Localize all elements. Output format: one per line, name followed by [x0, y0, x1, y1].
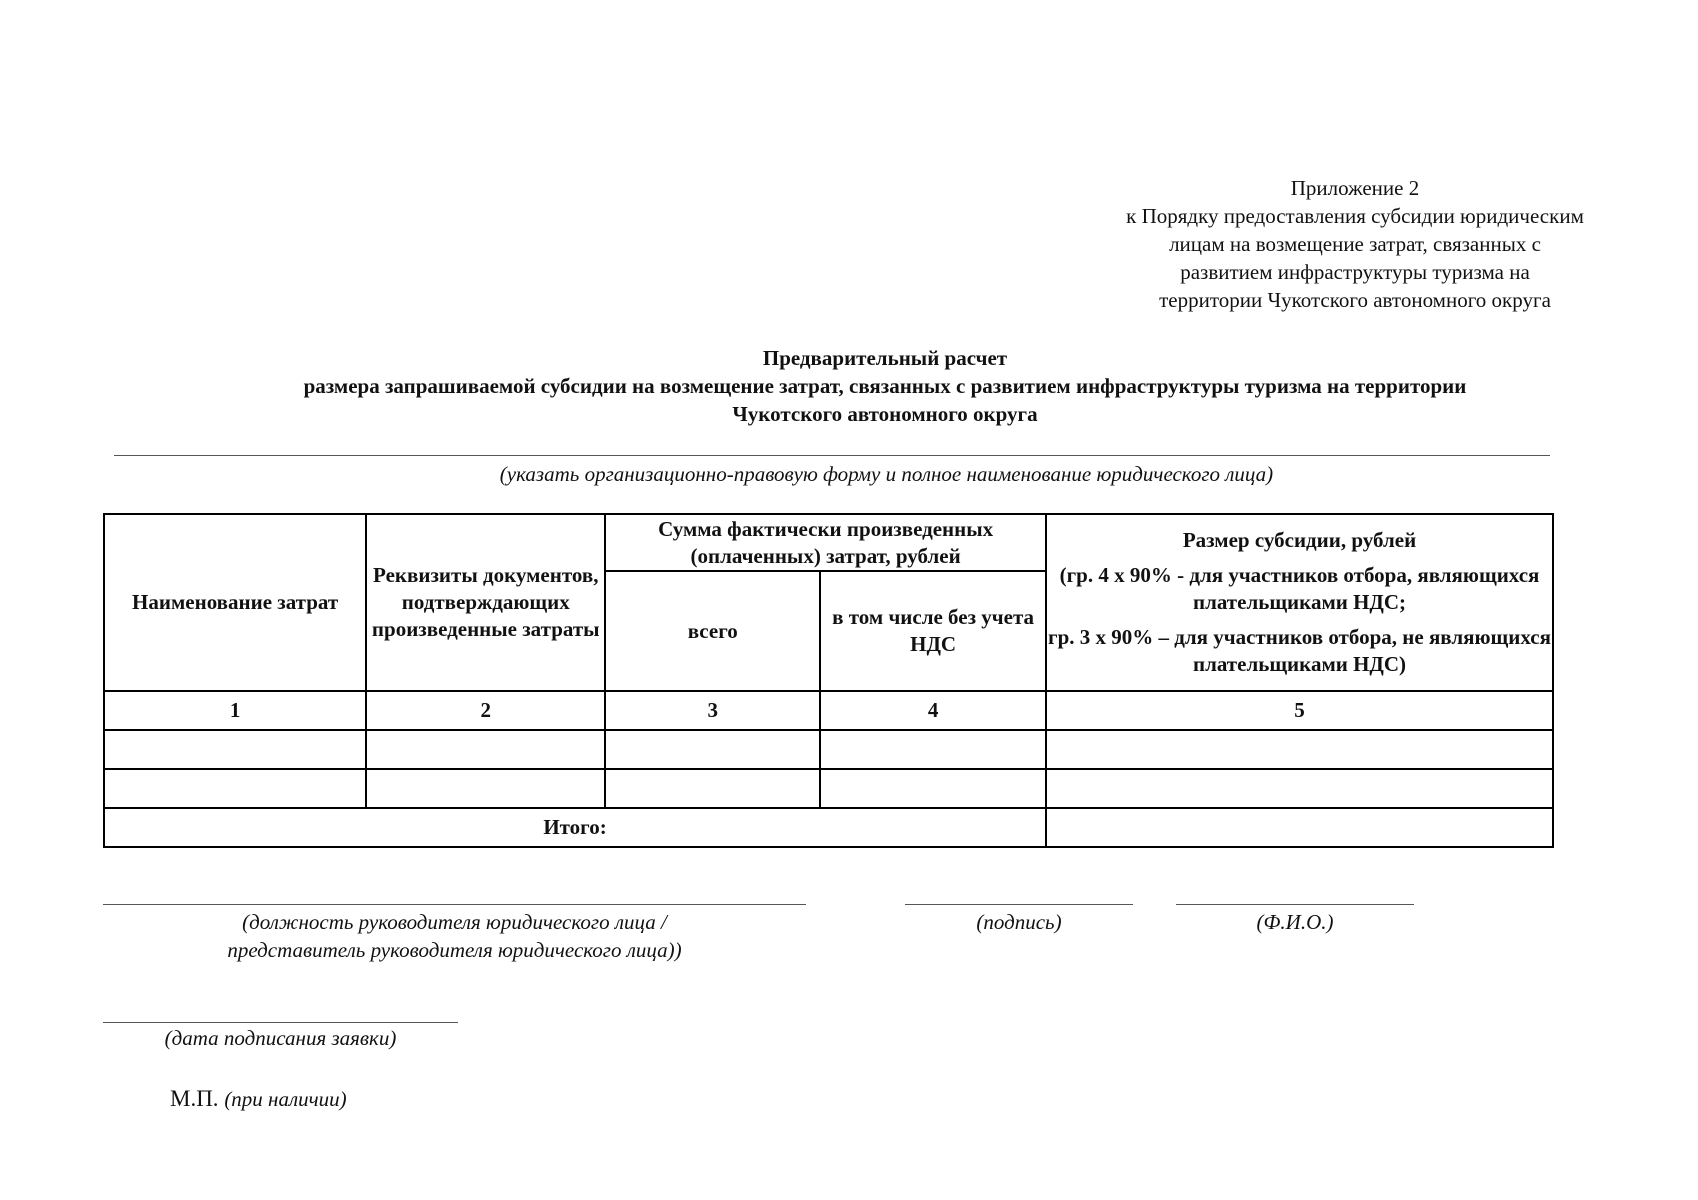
header-subsidy-amount [1046, 514, 1553, 691]
signature-caption: (подпись) [976, 910, 1062, 934]
column-number: 3 [605, 691, 820, 730]
column-numbers-row [104, 691, 1553, 730]
table-cell[interactable] [1046, 730, 1553, 769]
position-field[interactable] [103, 904, 806, 905]
header-document-details: Реквизиты документов, подтверждающих произведенные затраты [366, 514, 605, 691]
date-caption: (дата подписания заявки) [164, 1026, 397, 1050]
table-cell[interactable] [820, 730, 1046, 769]
total-row [104, 808, 1553, 847]
appendix-line: развитием инфраструктуры туризма на [1180, 260, 1530, 284]
fio-field[interactable] [1176, 904, 1414, 905]
signature-field[interactable] [905, 904, 1133, 905]
organization-name-field[interactable] [114, 455, 1550, 456]
table-cell[interactable] [820, 769, 1046, 808]
table-cell[interactable] [366, 769, 605, 808]
table-row [104, 769, 1553, 808]
subsidy-note-vat-payers: (гр. 4 х 90% - для участников отбора, являющихся плательщиками НДС; [1059, 563, 1540, 614]
appendix-line: к Порядку предоставления субсидии юридическим [1126, 204, 1584, 228]
table-cell[interactable] [366, 730, 605, 769]
subsidy-note-non-vat-payers: гр. 3 х 90% – для участников отбора, не являющихся плательщиками НДС) [1048, 625, 1551, 676]
table-cell[interactable] [605, 730, 820, 769]
document-title [120, 344, 1650, 428]
date-field[interactable] [103, 1022, 458, 1023]
column-number: 4 [820, 691, 1046, 730]
position-caption [103, 908, 806, 964]
calculation-table [103, 513, 1554, 848]
organization-caption: (указать организационно-правовую форму и полное наименование юридического лица) [499, 462, 1274, 486]
total-value-cell[interactable] [1046, 808, 1553, 847]
table-cell[interactable] [1046, 769, 1553, 808]
appendix-line: территории Чукотского автономного округа [1159, 288, 1551, 312]
title-line: Чукотского автономного округа [732, 402, 1038, 426]
stamp-note: (при наличии) [224, 1087, 347, 1111]
table-cell[interactable] [605, 769, 820, 808]
header-actual-costs: Сумма фактически произведенных (оплаченных) затрат, рублей [605, 514, 1046, 571]
fio-caption: (Ф.И.О.) [1256, 910, 1334, 934]
column-number: 2 [366, 691, 605, 730]
table-cell[interactable] [104, 730, 366, 769]
stamp-placeholder [170, 1084, 347, 1114]
header-total: всего [605, 571, 820, 691]
column-number: 5 [1046, 691, 1553, 730]
header-without-vat: в том числе без учета НДС [820, 571, 1046, 691]
header-cost-name: Наименование затрат [104, 514, 366, 691]
title-line: Предварительный расчет [762, 346, 1008, 370]
column-number: 1 [104, 691, 366, 730]
total-label: Итого: [104, 808, 1046, 847]
subsidy-title: Размер субсидии, рублей [1182, 528, 1417, 552]
position-caption-line: представитель руководителя юридического лица)) [227, 938, 682, 962]
title-line: размера запрашиваемой субсидии на возмещение затрат, связанных с развитием инфраструктуры туризма на территории [303, 374, 1467, 398]
position-caption-line: (должность руководителя юридического лица / [242, 910, 667, 934]
table-cell[interactable] [104, 769, 366, 808]
appendix-line: Приложение 2 [1290, 176, 1420, 200]
appendix-line: лицам на возмещение затрат, связанных с [1169, 232, 1541, 256]
appendix-header [1090, 174, 1620, 314]
stamp-label: М.П. [170, 1086, 219, 1111]
table-row [104, 730, 1553, 769]
